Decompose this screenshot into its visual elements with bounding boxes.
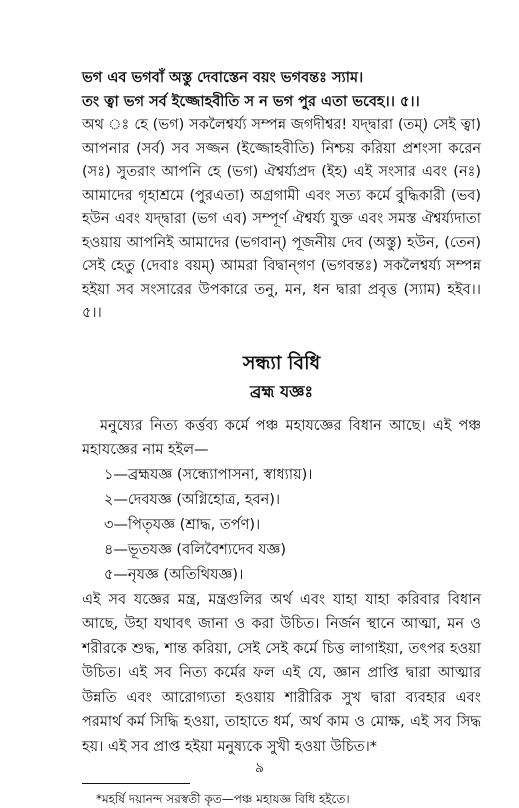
mantra-line-1: ভগ এব ভগবাঁ অস্তু দেবাস্তেন বয়ং ভগবন্তঃ স্যাম। — [82, 70, 364, 86]
closing-paragraph: এই সব যজ্ঞের মন্ত্র, মন্ত্রগুলির অর্থ এবং যাহা যাহা করিবার বিধান আছে, উহা যথাবৎ জানা ও করা উচিত। নির্জন স্থানে আত্মা, মন ও শরীরকে শুদ্ধ, শান্ত করিয়া, সেই সেই কর্মে চিত্ত লাগাইয়া, তৎপর হওয়া উচিত। এই সব নিত্য কর্মের ফল এই যে, জ্ঞান প্রাপ্তি দ্বারা আত্মার উন্নতি এবং আরোগ্যতা হওয়ায় শারীরিক সুখ দ্বারা ব্যবহার এবং পরমার্থ কর্ম সিদ্ধি হওয়া, তাহাতে ধর্ম, অর্থ কাম ও মোক্ষ, এই সব সিদ্ধ হয়। এই সব প্রাপ্ত হইয়া মনুষ্যকে সুখী হওয়া উচিত।* — [82, 591, 481, 755]
list-item: ১—ব্রহ্মযজ্ঞ (সন্ধ্যোপাসনা, স্বাধ্যায়)। — [104, 466, 313, 483]
list-item: ৩—পিতৃযজ্ঞ (শ্রাদ্ধ, তর্পণ)। — [104, 516, 261, 533]
section-heading: সন্ধ্যা বিধি — [242, 351, 321, 374]
mantra-verse — [82, 66, 481, 114]
yajna-list — [82, 463, 481, 588]
list-item: ২—দেবযজ্ঞ (অগ্নিহোত্র, হবন)। — [104, 491, 281, 508]
mantra-line-2: তং ত্বা ভগ সর্ব ইজ্জোহবীতি স ন ভগ পুর এতা ভবেহ।। ৫।। — [82, 94, 420, 110]
section-subheading: ব্রহ্ম যজ্ঞঃ — [249, 381, 314, 401]
intro-paragraph — [82, 414, 481, 463]
footnote: *মহর্ষি দয়ানন্দ সরস্বতী কৃত—পঞ্চ মহাযজ্ঞ বিধি হইতে। — [96, 792, 350, 806]
page-number: ৯ — [254, 760, 265, 776]
list-item: ৫—নৃযজ্ঞ (অতিথিযজ্ঞ)। — [104, 566, 244, 583]
intro-text: মনুষ্যের নিত্য কর্ত্তব্য কর্মে পঞ্চ মহাযজ্ঞের বিধান আছে। এই পঞ্চ মহাযজ্ঞের নাম হইল— — [82, 417, 481, 458]
mantra-meaning: অথ ঃ হে (ভগ) সকলৈশ্বর্য্য সম্পন্ন জগদীশ্বর! যদ্দ্বারা (তম্) সেই ত্বা) আপনার (সর্ব) সব সজ্জন (ইজ্জোহবীতি) নিশ্চয় করিয়া প্রশংসা করেন (সঃ) সুতরাং আপনি হে (ভগ) ঐশ্বর্য্যপ্রদ (ইহ) এই সংসার এবং (নঃ) আমাদের গৃহাশ্রমে (পুরএতা) অগ্রগামী এবং সত্য কর্মে বুদ্ধিকারী (ভব) হউন এবং যদ্দ্বারা (ভগ এব) সম্পূর্ণ ঐশ্বর্য্য যুক্ত এবং সমস্ত ঐশ্বর্য্যদাতা হওয়ায় আপনিই আমাদের (ভগবান্) পূজনীয় দেব (অস্তু) হউন, (তেন) সেই হেতু (দেবাঃ বয়ম্) আমরা বিদ্বান্গণ (ভগবন্তঃ) সকলৈশ্বর্য্য সম্পন্ন হইয়া সব সংসারের উপকারে তনু, মন, ধন দ্বারা প্রবৃত্ত (স্যাম) হইব।। ৫।। — [82, 117, 481, 321]
footnote-divider — [82, 783, 190, 784]
list-item: ৪—ভূতযজ্ঞ (বলিবৈশ্যদেব যজ্ঞ) — [104, 541, 287, 558]
